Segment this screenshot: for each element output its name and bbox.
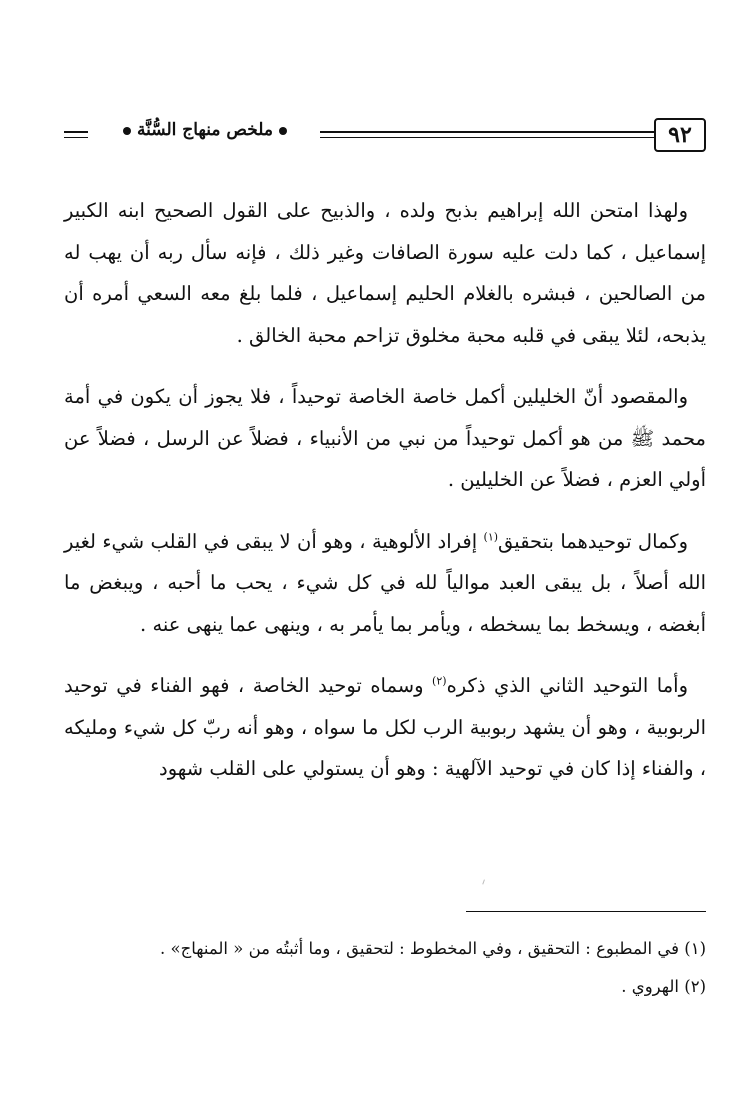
page-header [64, 118, 706, 162]
scan-speck [482, 879, 487, 885]
footnotes [64, 930, 706, 1006]
header-rule-thick [320, 131, 654, 133]
footnote-2: (٢) الهروي . [621, 977, 706, 996]
page-number: ٩٢ [668, 122, 692, 148]
header-rule-end-thick [64, 131, 88, 133]
footnote-divider [466, 911, 706, 912]
footnote-1: (١) في المطبوع : التحقيق ، وفي المخطوط : لتحقيق ، وما أثبتُه من « المنهاج» . [160, 939, 706, 958]
footnote-ref[interactable]: (٢) [432, 674, 447, 688]
paragraph-text: وسماه توحيد الخاصة ، فهو الفناء في توحيد الربوبية ، وهو أن يشهد ربوبية الرب لكل ما سواه ، وهو أنه ربّ كل شيء ومليكه ، والفناء إذا كان في توحيد الآلهية : وهو أن يستولي على القلب شهود [64, 674, 706, 780]
paragraph [64, 376, 706, 501]
paragraph-text: وكمال توحيدهما بتحقيق [498, 529, 688, 553]
running-title-text: ملخص منهاج السُّنَّة [137, 120, 273, 140]
header-rule-thin [320, 137, 654, 138]
paragraph [64, 665, 706, 790]
paragraph-text: وأما التوحيد الثاني الذي ذكره [446, 674, 689, 697]
paragraph-text: إفراد الألوهية ، وهو أن لا يبقى في القلب شيء لغير الله أصلاً ، بل يبقى العبد موالياً لله في كل شيء ، يحب ما أحبه ، ويبغض ما أبغضه ، ويسخط بما يسخطه ، ويأمر بما يأمر به ، وينهى عما ينهى عنه . [64, 529, 706, 636]
footnote-ref[interactable]: (١) [483, 530, 499, 543]
bullet-icon [279, 127, 287, 135]
paragraph-text: والمقصود أنّ الخليلين أكمل خاصة الخاصة توحيداً ، فلا يجوز أن يكون في أمة محمد ﷺ من هو أكمل توحيداً من نبي من الأنبياء ، فضلاً عن الرسل ، فضلاً عن أولي العزم ، فضلاً عن الخليلين . [64, 385, 706, 491]
paragraph [64, 190, 706, 356]
body-text [64, 190, 706, 810]
paragraph-text: ولهذا امتحن الله إبراهيم بذبح ولده ، والذبيح على القول الصحيح ابنه الكبير إسماعيل ، كما دلت عليه سورة الصافات وغير ذلك ، فإنه سأل ربه أن يهب له من الصالحين ، فبشره بالغلام الحليم إسماعيل ، فلما بلغ معه السعي أمره أن يذبحه، لئلا يبقى في قلبه محبة مخلوق تزاحم محبة الخالق . [64, 199, 706, 347]
header-rule-end-thin [64, 137, 88, 138]
page-number-box [654, 118, 706, 152]
paragraph [64, 521, 706, 646]
bullet-icon [123, 127, 131, 135]
running-title [98, 120, 312, 140]
